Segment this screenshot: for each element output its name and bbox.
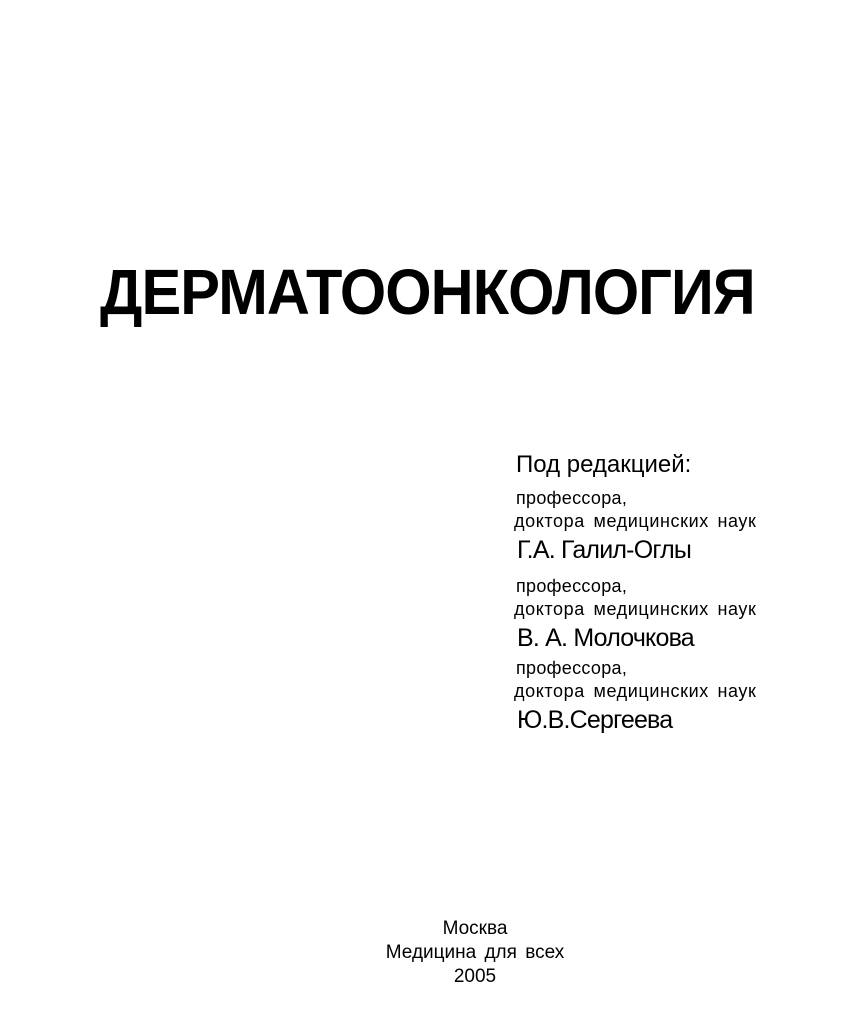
book-title: ДЕРМАТООНКОЛОГИЯ xyxy=(100,256,755,328)
editor-name: Ю.В.Сергеева xyxy=(517,706,673,734)
imprint-publisher: Медицина для всех xyxy=(385,942,565,963)
editor-rank: профессора, xyxy=(516,488,628,508)
editor-degree: доктора медицинских наук xyxy=(514,681,757,701)
editor-entry xyxy=(514,575,844,655)
editors-heading: Под редакцией: xyxy=(516,451,692,478)
editor-name: В. А. Молочкова xyxy=(517,624,694,652)
imprint-block xyxy=(372,917,578,989)
editor-entry xyxy=(514,657,844,737)
editor-rank: профессора, xyxy=(516,658,628,678)
editor-degree: доктора медицинских наук xyxy=(514,599,757,619)
editor-rank: профессора, xyxy=(516,576,628,596)
editors-block xyxy=(514,449,844,737)
editor-name: Г.А. Галил-Оглы xyxy=(517,536,692,564)
editor-entry xyxy=(514,487,844,567)
editor-degree: доктора медицинских наук xyxy=(514,511,757,531)
imprint-city: Москва xyxy=(442,918,508,939)
imprint-year: 2005 xyxy=(453,966,497,987)
